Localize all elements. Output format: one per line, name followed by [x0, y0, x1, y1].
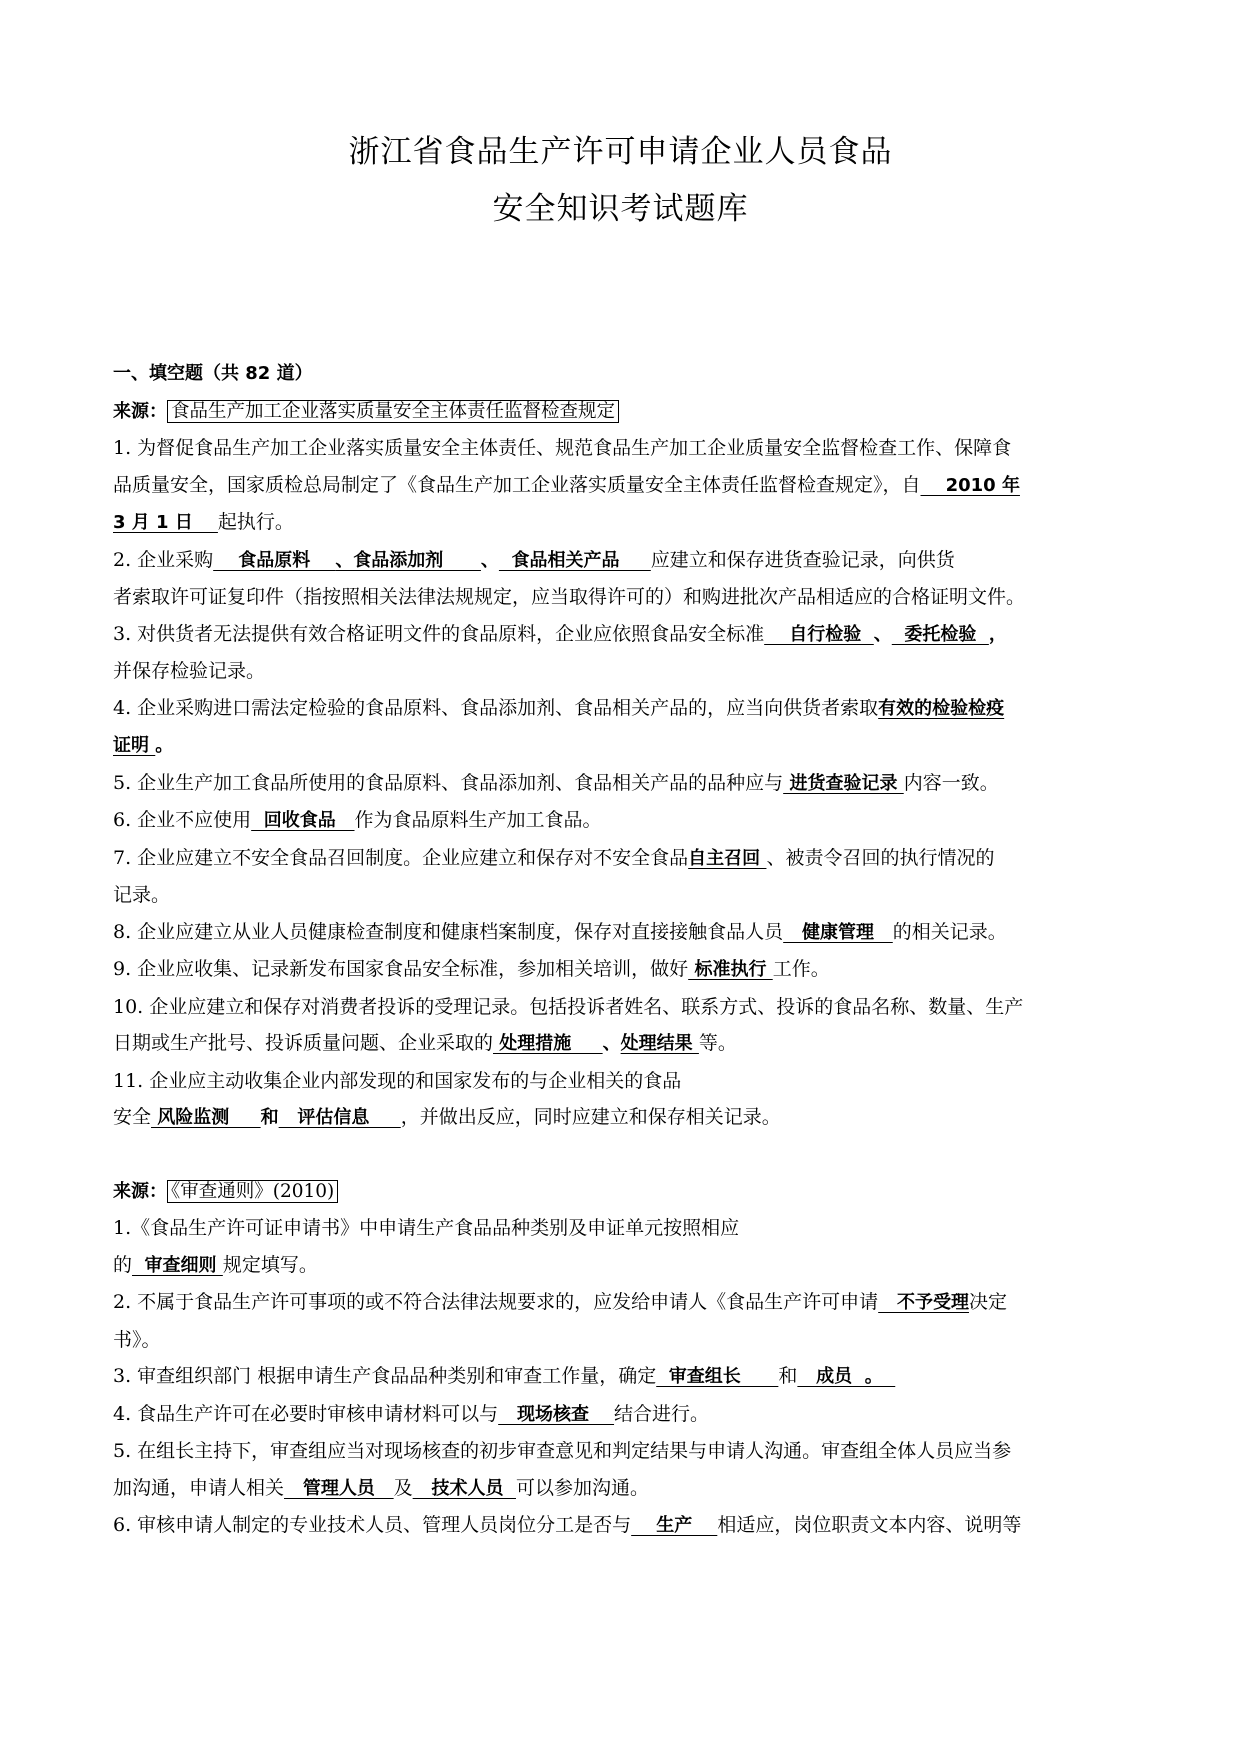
question-line	[113, 1358, 1148, 1396]
question-line	[113, 802, 1148, 840]
answer-blank: 不予受理	[878, 1292, 969, 1313]
question-text: 4. 食品生产许可在必要时审核申请材料可以与	[113, 1402, 499, 1425]
question-text: 可以参加沟通。	[515, 1476, 649, 1499]
question-line	[113, 542, 1148, 580]
document-title-line2: 安全知识考试题库	[492, 191, 749, 227]
question-text: 作为食品原料生产加工食品。	[354, 809, 602, 831]
question-text: 工作。	[772, 958, 830, 980]
answer-blank: 2010 年	[920, 474, 1020, 496]
question-text: 2. 企业采购	[113, 548, 214, 571]
answer-blank: 、食品添加剂	[335, 549, 481, 571]
question-text: 日期或生产批号、投诉质量问题、企业采取的	[113, 1032, 494, 1054]
question-text: 7. 企业应建立不安全食品召回制度。企业应建立和保存对不安全食品	[113, 846, 689, 869]
question-line	[113, 840, 1148, 878]
question-text: ，	[988, 623, 1007, 645]
question-line: 记录。	[113, 884, 171, 906]
question-line: 10. 企业应建立和保存对消费者投诉的受理记录。包括投诉者姓名、联系方式、投诉的食品名称、数量、生产	[113, 995, 1024, 1018]
question-text: ，并做出反应，同时应建立和保存相关记录。	[400, 1106, 781, 1128]
question-text: 和	[260, 1107, 279, 1128]
answer-blank: 审查组长	[656, 1366, 779, 1387]
question-text: 结合进行。	[614, 1402, 710, 1425]
source-label: 来源：	[113, 1180, 167, 1202]
answer-blank: 管理人员	[284, 1477, 394, 1499]
answer-blank: 技术人员	[412, 1477, 516, 1499]
question-text: 安全	[113, 1106, 152, 1128]
answer-blank: 审查细则	[132, 1254, 223, 1276]
question-line: 1. 为督促食品生产加工企业落实质量安全主体责任、规范食品生产加工企业质量安全监督检查工作、保障食	[113, 437, 1012, 459]
question-text: 等。	[698, 1032, 737, 1054]
question-line	[113, 1470, 1148, 1508]
question-line	[113, 1099, 1148, 1137]
answer-blank: 评估信息	[278, 1107, 401, 1128]
question-text: 、被责令召回的执行情况的	[766, 846, 995, 869]
question-text: 规定填写。	[222, 1253, 318, 1276]
question-text: 、	[602, 1033, 621, 1054]
answer-blank: 食品原料	[213, 549, 336, 571]
spacer	[113, 1137, 1148, 1173]
source-line	[113, 1173, 1148, 1211]
section-heading: 一、填空题（共 82 道）	[113, 363, 313, 384]
answer-blank: 3 月 1 日	[113, 512, 218, 533]
document-body	[113, 356, 1148, 1545]
source-label: 来源：	[113, 400, 167, 422]
question-text: 4. 企业采购进口需法定检验的食品原料、食品添加剂、食品相关产品的，应当向供货者索取	[113, 696, 879, 719]
answer-blank: 回收食品	[251, 810, 355, 831]
question-text: 和	[778, 1365, 798, 1387]
question-text: 6. 审核申请人制定的专业技术人员、管理人员岗位分工是否与	[113, 1514, 632, 1536]
answer-blank: 证明	[113, 735, 156, 756]
question-line: 者索取许可证复印件（指按照相关法律法规规定，应当取得许可的）和购进批次产品相适应的合格证明文件。	[113, 586, 1026, 608]
question-text: 品质量安全，国家质检总局制定了《食品生产加工企业落实质量安全主体责任监督检查规定》，自	[113, 473, 921, 496]
answer-blank: 处理结果	[620, 1033, 699, 1054]
question-line: 1.《食品生产许可证申请书》中申请生产食品品种类别及申证单元按照相应	[113, 1217, 740, 1239]
question-line	[113, 951, 1148, 989]
question-text: 2. 不属于食品生产许可事项的或不符合法律法规要求的，应发给申请人《食品生产许可申请	[113, 1291, 879, 1313]
question-text: 5. 企业生产加工食品所使用的食品原料、食品添加剂、食品相关产品的品种应与	[113, 771, 784, 794]
question-text: 9. 企业应收集、记录新发布国家食品安全标准，参加相关培训，做好	[113, 958, 689, 980]
question-text: 、	[480, 549, 499, 571]
source-box: 《审查通则》(2010)	[167, 1180, 338, 1203]
answer-blank: 标准执行	[688, 959, 773, 980]
source-box: 食品生产加工企业落实质量安全主体责任监督检查规定	[167, 400, 619, 423]
answer-blank: 风险监测	[151, 1107, 261, 1128]
question-text: 内容一致。	[903, 771, 999, 794]
answer-blank: 食品相关产品	[498, 549, 651, 571]
question-text: 应建立和保存进货查验记录，向供货	[650, 548, 955, 571]
question-line	[113, 1507, 1148, 1545]
question-text: 加沟通，申请人相关	[113, 1476, 285, 1499]
question-line: 书》。	[113, 1328, 161, 1351]
question-line	[113, 467, 1148, 505]
question-text: 8. 企业应建立从业人员健康检查制度和健康档案制度，保存对直接接触食品人员	[113, 920, 784, 943]
answer-blank: 生产	[631, 1515, 718, 1536]
question-text: 、	[873, 623, 892, 645]
answer-blank: 有效的检验检疫	[878, 697, 1005, 719]
question-text: 的	[113, 1253, 133, 1276]
question-line: 11. 企业应主动收集企业内部发现的和国家发布的与企业相关的食品	[113, 1069, 682, 1092]
question-line	[113, 1025, 1148, 1063]
question-line	[113, 765, 1148, 803]
question-line	[113, 1284, 1148, 1322]
answer-blank: 成员 。	[797, 1366, 896, 1387]
question-text: 决定	[968, 1291, 1007, 1313]
answer-blank: 健康管理	[783, 921, 893, 943]
question-line	[113, 1396, 1148, 1434]
question-line	[113, 504, 1148, 542]
question-line: 5. 在组长主持下，审查组应当对现场核查的初步审查意见和判定结果与申请人沟通。审查组全体人员应当参	[113, 1440, 1012, 1462]
question-text: 起执行。	[217, 511, 294, 533]
answer-blank: 处理措施	[493, 1033, 603, 1054]
question-line	[113, 690, 1148, 728]
question-line: 并保存检验记录。	[113, 660, 266, 682]
question-line	[113, 616, 1148, 654]
question-line	[113, 1247, 1148, 1285]
source-line	[113, 393, 1148, 431]
question-text: 。	[155, 735, 174, 756]
answer-blank: 自主召回	[688, 847, 767, 869]
answer-blank: 自行检验	[764, 623, 874, 645]
question-line	[113, 727, 1148, 765]
question-line	[113, 914, 1148, 952]
question-text: 相适应，岗位职责文本内容、说明等	[717, 1514, 1022, 1536]
question-text: 3. 对供货者无法提供有效合格证明文件的食品原料，企业应依照食品安全标准	[113, 622, 765, 645]
answer-blank: 进货查验记录	[783, 772, 904, 794]
answer-blank: 委托检验	[891, 623, 989, 645]
question-text: 及	[393, 1476, 413, 1499]
question-text: 6. 企业不应使用	[113, 809, 252, 831]
document-title-line1: 浙江省食品生产许可申请企业人员食品	[348, 134, 893, 170]
answer-blank: 现场核查	[498, 1403, 615, 1425]
question-text: 的相关记录。	[892, 920, 1007, 943]
question-text: 3. 审查组织部门 根据申请生产食品品种类别和审查工作量，确定	[113, 1365, 657, 1387]
